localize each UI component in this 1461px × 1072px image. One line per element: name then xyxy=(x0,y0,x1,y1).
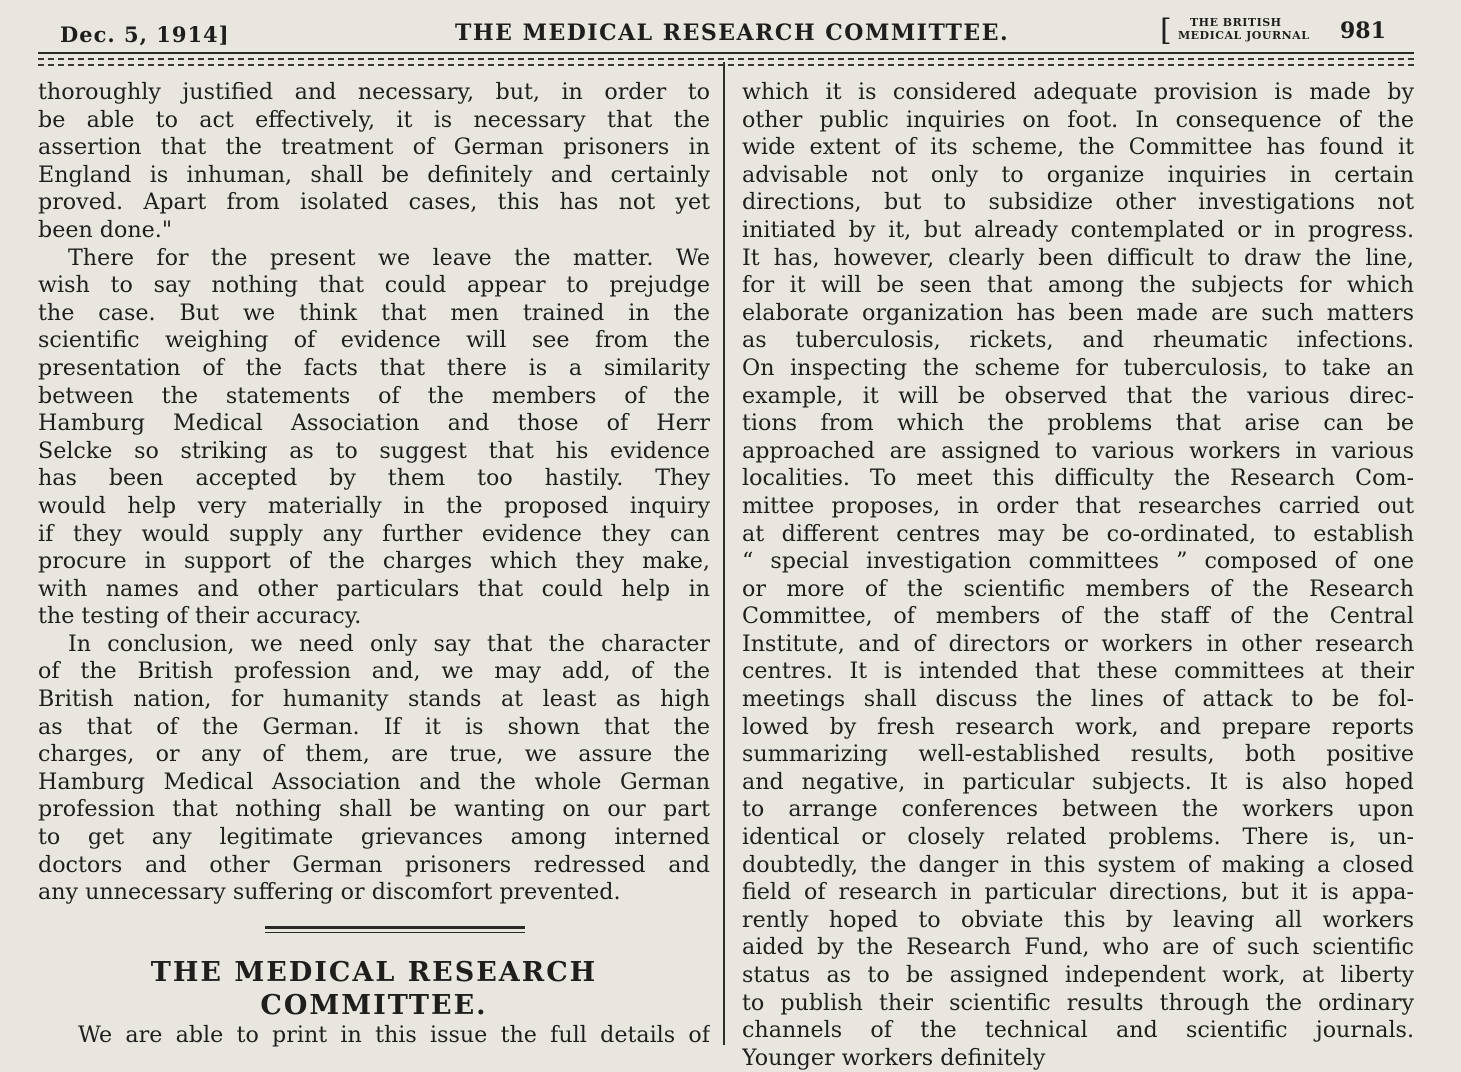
text-line: British nation, for humanity stands at least as high xyxy=(38,686,710,713)
text-line: with names and other particulars that could help in xyxy=(38,575,710,602)
text-line: has been accepted by them too hastily. They xyxy=(38,465,710,492)
text-line: advisable not only to organize inquiries in certain xyxy=(742,161,1414,188)
text-line: procure in support of the charges which they make, xyxy=(38,548,710,575)
text-line: summarizing well-established results, both positive xyxy=(742,741,1414,768)
text-line: between the statements of the members of the xyxy=(38,382,710,409)
text-line: profession that nothing shall be wanting on our part xyxy=(38,796,710,823)
header-dashed-rule xyxy=(38,58,1414,60)
section-heading-line-2: COMMITTEE. xyxy=(260,990,488,1021)
running-head xyxy=(0,14,1461,54)
text-line: to arrange conferences between the workers upon xyxy=(742,796,1414,823)
text-line: be able to act effectively, it is necessary that the xyxy=(38,106,710,133)
text-line: identical or closely related problems. There is, un- xyxy=(742,824,1414,851)
section-separator-rule xyxy=(265,926,525,936)
text-line: the case. But we think that men trained in the xyxy=(38,299,710,326)
text-line: example, it will be observed that the various direc- xyxy=(742,382,1414,409)
text-line: On inspecting the scheme for tuberculosis, to take an xyxy=(742,354,1414,381)
text-line: Committee, of members of the staff of the Central xyxy=(742,603,1414,630)
left-column xyxy=(38,79,710,907)
section-intro xyxy=(78,1022,710,1050)
text-line: mittee proposes, in order that researches carried out xyxy=(742,492,1414,519)
text-line: been done." xyxy=(38,216,173,243)
text-line: scientific weighing of evidence will see from the xyxy=(38,327,710,354)
text-line: thoroughly justified and necessary, but, in order to xyxy=(38,79,710,105)
text-line: “ special investigation committees ” composed of one xyxy=(742,548,1414,575)
text-line: if they would supply any further evidence they can xyxy=(38,520,710,547)
text-line: aided by the Research Fund, who are of such scientific xyxy=(742,934,1414,961)
text-line: and negative, in particular subjects. It is also hoped xyxy=(742,768,1414,795)
text-line: rently hoped to obviate this by leaving all workers xyxy=(742,906,1414,933)
text-line: Hamburg Medical Association and those of Herr xyxy=(38,410,710,437)
text-line: any unnecessary suffering or discomfort prevented. xyxy=(38,879,621,906)
text-line: channels of the technical and scientific journals. xyxy=(742,1017,1414,1044)
text-line: as tuberculosis, rickets, and rheumatic infections. xyxy=(742,327,1414,354)
right-column xyxy=(742,79,1414,1072)
text-line: lowed by fresh research work, and prepare reports xyxy=(742,713,1414,740)
text-line: approached are assigned to various workers in various xyxy=(742,437,1414,464)
text-line: Younger workers definitely xyxy=(742,1044,1046,1071)
text-line: centres. It is intended that these committees at their xyxy=(742,658,1414,685)
text-line: presentation of the facts that there is a similarity xyxy=(38,354,710,381)
text-line: Institute, and of directors or workers in other research xyxy=(742,630,1414,657)
text-line: field of research in particular directions, but it is appa- xyxy=(742,879,1414,906)
text-line: at different centres may be co-ordinated, to establish xyxy=(742,520,1414,547)
text-line: There for the present we leave the matter. We xyxy=(68,244,710,271)
text-line: doctors and other German prisoners redressed and xyxy=(38,851,710,878)
column-divider xyxy=(723,62,725,1045)
text-line: Selcke so striking as to suggest that his evidence xyxy=(38,437,710,464)
running-title: THE MEDICAL RESEARCH COMMITTEE. xyxy=(455,20,1010,46)
text-line: the testing of their accuracy. xyxy=(38,603,362,630)
text-line: directions, but to subsidize other investigations not xyxy=(742,189,1414,216)
text-line: for it will be seen that among the subjects for which xyxy=(742,272,1414,299)
text-line: of the British profession and, we may add, of the xyxy=(38,658,710,685)
journal-name-line-1: THE BRITISH xyxy=(1190,16,1282,29)
text-line: tions from which the problems that arise can be xyxy=(742,410,1414,437)
header-rule xyxy=(38,52,1414,54)
text-line: or more of the scientific members of the Research xyxy=(742,575,1414,602)
text-line: other public inquiries on foot. In consequence of the xyxy=(742,106,1414,133)
text-line: It has, however, clearly been difficult to draw the line, xyxy=(742,244,1414,271)
page-number: 981 xyxy=(1340,18,1386,44)
section-heading-line-1: THE MEDICAL RESEARCH xyxy=(150,957,598,988)
text-line: to get any legitimate grievances among interned xyxy=(38,824,710,851)
text-line: We are able to print in this issue the full details of xyxy=(78,1022,710,1048)
text-line: Hamburg Medical Association and the whole German xyxy=(38,768,710,795)
issue-date: Dec. 5, 1914] xyxy=(60,22,230,47)
text-line: to publish their scientific results through the ordinary xyxy=(742,989,1414,1016)
header-dashed-rule-lower xyxy=(38,64,1414,66)
text-line: wish to say nothing that could appear to prejudge xyxy=(38,272,710,299)
journal-name-line-2: MEDICAL JOURNAL xyxy=(1178,29,1310,42)
journal-bracket: [ xyxy=(1160,13,1172,48)
text-line: which it is considered adequate provision is made by xyxy=(742,79,1414,105)
text-line: would help very materially in the proposed inquiry xyxy=(38,492,710,519)
text-line: England is inhuman, shall be definitely and certainly xyxy=(38,161,710,188)
text-line: In conclusion, we need only say that the character xyxy=(68,630,710,657)
text-line: as that of the German. If it is shown that the xyxy=(38,713,710,740)
text-line: status as to be assigned independent work, at liberty xyxy=(742,962,1414,988)
text-line: meetings shall discuss the lines of attack to be fol- xyxy=(742,686,1414,713)
text-line: localities. To meet this difficulty the Research Com- xyxy=(742,465,1414,492)
text-line: charges, or any of them, are true, we assure the xyxy=(38,741,710,768)
text-line: initiated by it, but already contemplated or in progress. xyxy=(742,216,1414,243)
text-line: elaborate organization has been made are such matters xyxy=(742,299,1414,326)
text-line: assertion that the treatment of German prisoners in xyxy=(38,134,710,161)
text-line: proved. Apart from isolated cases, this has not yet xyxy=(38,189,710,216)
section-heading xyxy=(38,956,710,1022)
text-line: doubtedly, the danger in this system of making a closed xyxy=(742,851,1414,878)
text-line: wide extent of its scheme, the Committee has found it xyxy=(742,134,1414,161)
